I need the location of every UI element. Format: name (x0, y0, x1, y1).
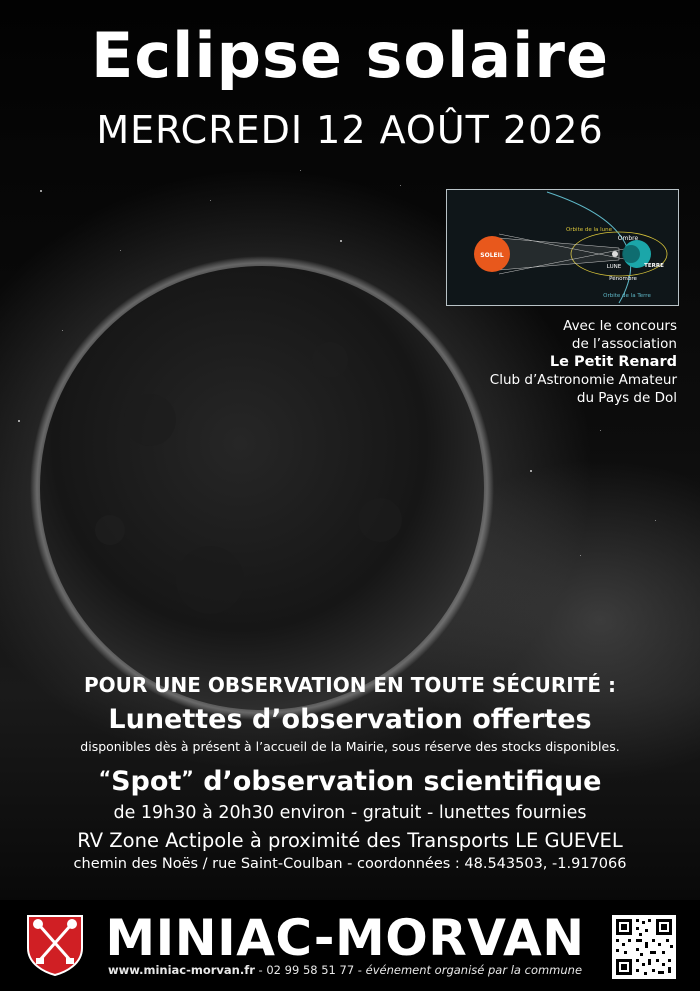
label-umbra: Ombre (617, 235, 639, 242)
spot-close-quote: ” (181, 767, 194, 789)
label-sun: SOLEIL (480, 252, 504, 259)
label-penumbra: Pénombre (609, 276, 637, 282)
footer-contact (99, 963, 591, 977)
assoc-line-1: Avec le concours (563, 318, 677, 334)
website-link[interactable]: www.miniac-morvan.fr (107, 963, 255, 977)
town-name: MINIAC-MORVAN (105, 909, 585, 967)
event-date: MERCREDI 12 AOÛT 2026 (96, 108, 604, 152)
assoc-line-4: Club d’Astronomie Amateur (489, 372, 677, 388)
safety-heading: POUR UNE OBSERVATION EN TOUTE SÉCURITÉ : (83, 673, 617, 697)
assoc-line-2: de l’association (571, 336, 677, 352)
label-earth: TERRE (644, 263, 664, 269)
glasses-title: Lunettes d’observation offertes (108, 704, 592, 735)
label-earth-orbit: Orbite de la Terre (603, 293, 651, 299)
glasses-subtitle: disponibles dès à présent à l’accueil de la Mairie, sous réserve des stocks disponibles. (80, 739, 620, 754)
spot-open-quote: “ (98, 767, 112, 789)
qr-code-icon[interactable] (612, 915, 676, 979)
spot-hours: de 19h30 à 20h30 environ - gratuit - lunettes fournies (113, 803, 587, 823)
organizer-note: événement organisé par la commune (365, 963, 583, 977)
spot-rest: d’observation scientifique (193, 766, 602, 797)
penumbra-cone (499, 238, 619, 270)
association-credit (417, 317, 677, 407)
phone-number: - 02 99 58 51 77 - (254, 963, 366, 977)
poster-title: Eclipse solaire (91, 19, 609, 92)
spot-title (0, 766, 700, 797)
assoc-name: Le Petit Renard (549, 354, 677, 370)
meeting-address: chemin des Noës / rue Saint-Coulban - coordonnées : 48.543503, -1.917066 (73, 856, 627, 872)
eclipse-diagram (446, 189, 679, 306)
spot-word: Spot (111, 766, 182, 797)
assoc-line-5: du Pays de Dol (576, 390, 677, 406)
moon-icon (612, 251, 618, 257)
label-moon-orbit: Orbite de la lune (565, 227, 613, 233)
label-moon: LUNE (606, 264, 622, 270)
crest-icon (26, 914, 84, 976)
meeting-point: RV Zone Actipole à proximité des Transports LE GUEVEL (77, 829, 623, 852)
